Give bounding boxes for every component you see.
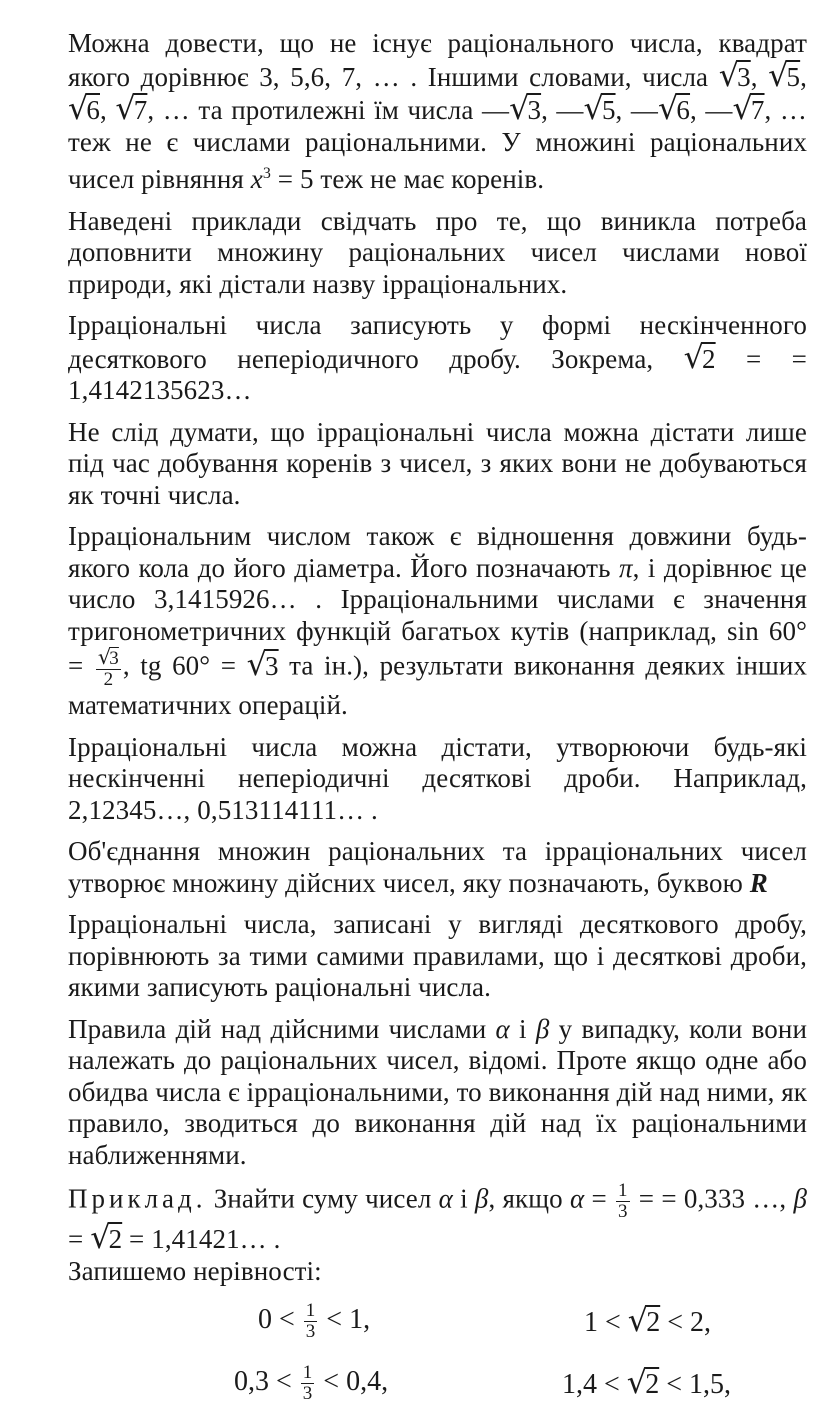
sqrt-3: √3	[718, 55, 751, 94]
paragraph-write-inequalities: Запишемо нерівності:	[68, 1255, 322, 1286]
paragraph-decimal-form: Ірраціональні числа записують у формі нескінченного десяткового неперіодичного дробу. Зокрема, √2 = = 1,4142135623…	[68, 310, 807, 405]
paragraph-irrational-roots: Можна довести, що не існує раціонального числа, квадрат якого дорівнює 3, 5,6, 7, … . Іншими словами, числа √3, √5, √6, √7, … та протилежні їм числа —√3, —√5, —√6, —√7, … теж не є числами раціональними. У множині раціональних чисел рівняння $x^3 = 5$ теж не має коренів.	[68, 28, 807, 194]
inequality-one-third-tenths: 0,3 < $\frac{1}{3}$ < 0,4,	[234, 1362, 389, 1404]
inequality-sqrt2-tenths: 1,4 < √2 < 1,5,	[562, 1363, 731, 1401]
paragraph-need-for-irrationals: Наведені приклади свідчать про те, що виникла потреба доповнити множину раціональних чисел числами нової природи, які дістали назву ірраціональних.	[68, 205, 807, 299]
paragraph-comparison: Ірраціональні числа, записані у вигляді десяткового дробу, порівнюють за тими самими правилами, що і десяткові дроби, якими записують раціональні числа.	[68, 909, 807, 1002]
neg-sqrt-6: √6	[658, 89, 691, 127]
paragraph-example: Приклад. Знайти суму чисел α і β, якщо α = $\frac{1}{3}$ = = 0,333 …, β = √2 = 1,41421… .	[68, 1180, 808, 1256]
sqrt-3-tg: √3	[246, 644, 279, 683]
paragraph-real-numbers: Об'єднання множин раціональних та ірраціональних чисел утворює множину дійсних чисел, яку позначають, буквою R	[68, 836, 807, 898]
fraction-one-third: $\frac{1}{3}$	[617, 1180, 628, 1222]
fraction-sqrt3-over-2: $\frac{√3}{2}$	[97, 645, 119, 690]
example-label: Приклад.	[68, 1183, 207, 1214]
inequality-row-2	[68, 1349, 807, 1411]
equation-exponent: 3	[262, 165, 271, 182]
inequality-sqrt2-bounds: 1 < √2 < 2,	[584, 1301, 711, 1339]
sqrt-2-beta: √2	[90, 1218, 123, 1256]
pi-symbol: π	[618, 552, 633, 583]
neg-sqrt-3: √3	[509, 89, 542, 127]
inequality-one-third-bounds: 0 < $\frac{1}{3}$ < 1,	[258, 1300, 371, 1342]
paragraph-pi-and-trig: Ірраціональним числом також є відношення довжини будь-якого кола до його діаметра. Його позначають π, і дорівнює це число 3,1415926… . Ірраціональними числами є значення тригонометричних функцій багатьох кутів (наприклад, sin 60° = $\frac{√3}{2}$ , tg 60° = √3 та ін.), результати виконання деяких інших математичних операцій.	[68, 521, 807, 720]
inequality-row-1	[68, 1287, 807, 1349]
paragraph-operations: Правила дій над дійсними числами α і β у випадку, коли вони належать до раціональних чисел, відомі. Проте якщо одне або обидва числа є ірраціональними, то виконання дій над ними, як правило, зводиться до виконання дій над їх раціональними наближеннями.	[68, 1013, 808, 1170]
sqrt-6: √6	[68, 89, 100, 127]
paragraph-not-only-roots: Не слід думати, що ірраціональні числа можна дістати лише під час добування коренів з чисел, з яких вони не добуваються як точні числа.	[68, 416, 807, 510]
sqrt-5: √5	[768, 55, 801, 94]
neg-sqrt-5: √5	[583, 89, 616, 127]
sqrt-7: √7	[115, 89, 148, 127]
real-set-symbol: R	[749, 867, 768, 898]
paragraph-infinite-decimals: Ірраціональні числа можна дістати, утворюючи будь-які нескінченні неперіодичні десяткові дроби. Наприклад, 2,12345…, 0,513114111… .	[68, 731, 807, 825]
equation-variable: x	[250, 164, 263, 194]
neg-sqrt-7: √7	[732, 89, 765, 127]
sqrt-2: √2	[683, 337, 716, 376]
